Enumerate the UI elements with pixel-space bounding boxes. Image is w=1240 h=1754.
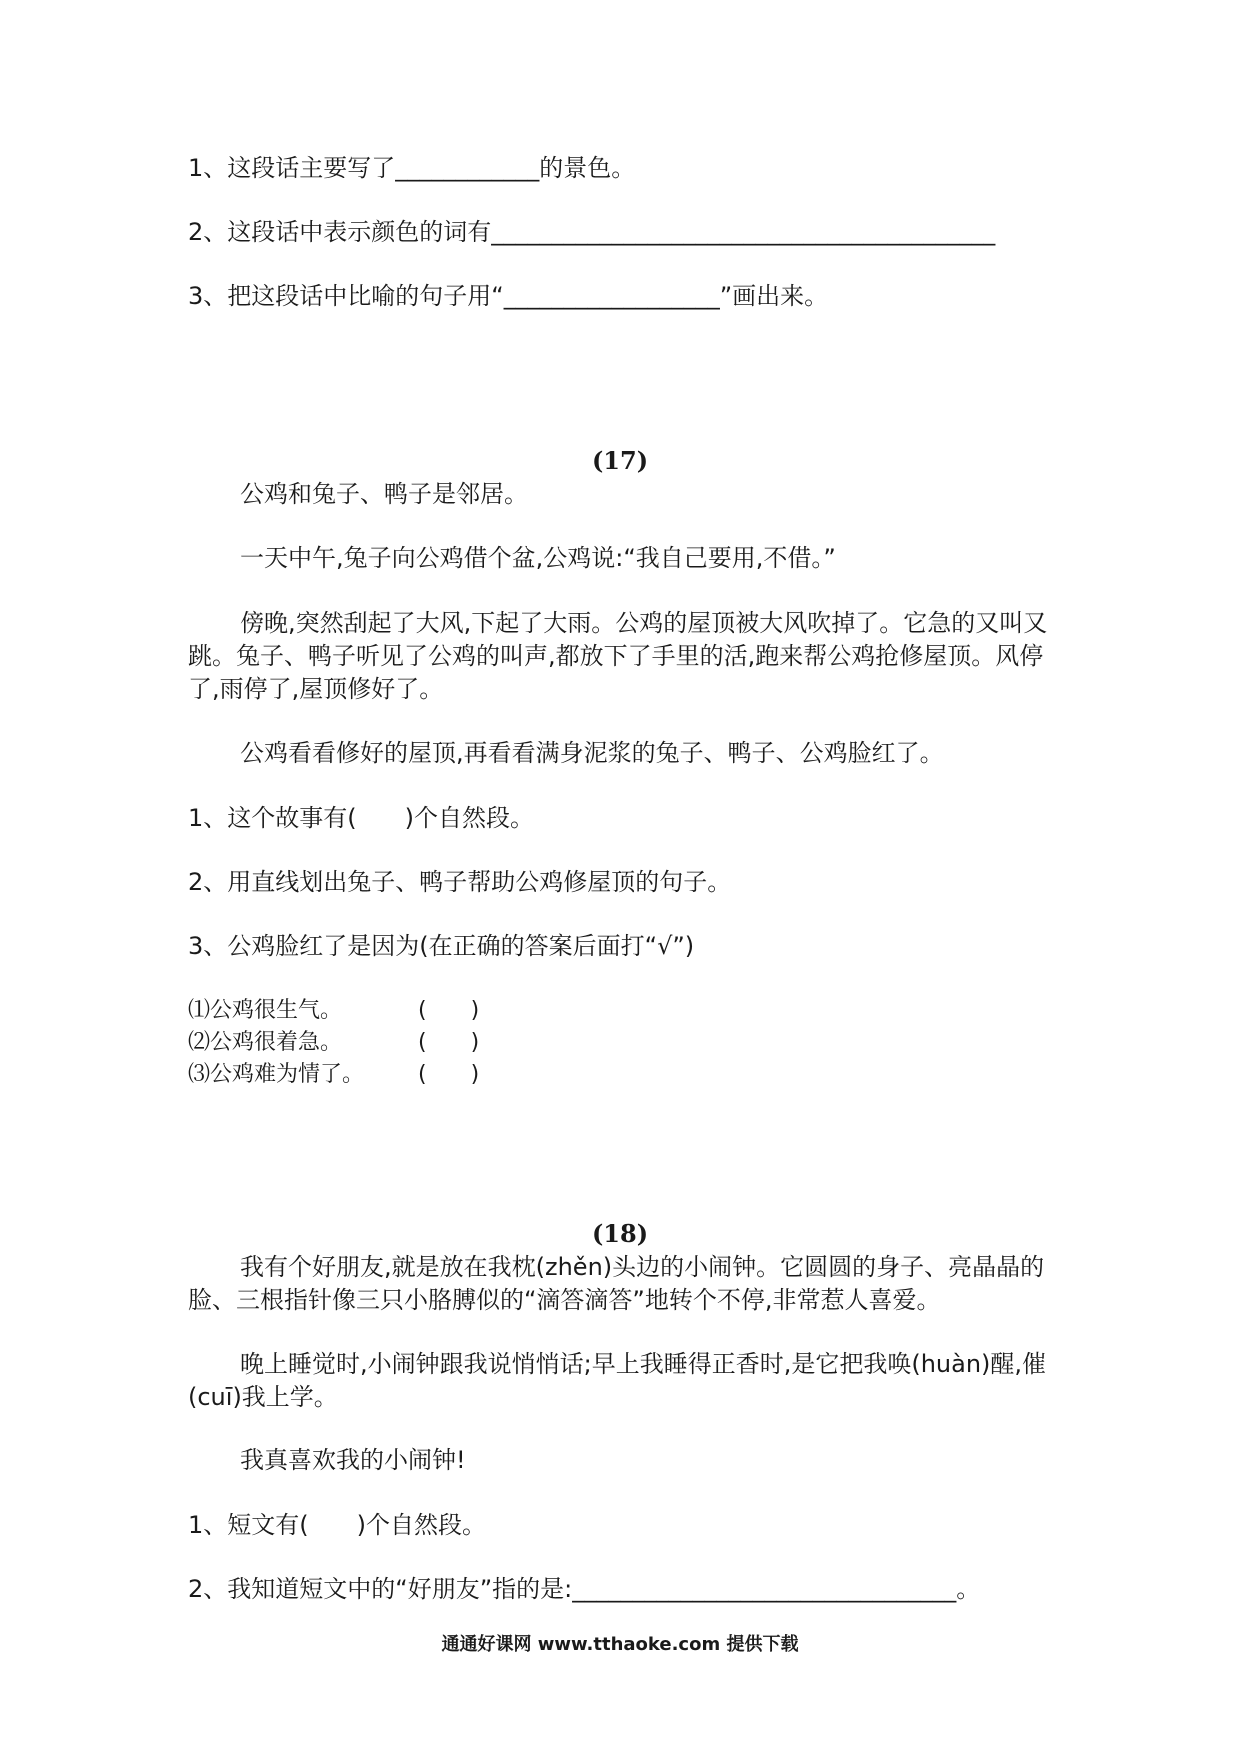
s17-option-2-text: ⑵公鸡很着急。	[188, 1030, 343, 1055]
s17-option-1	[188, 995, 479, 1027]
s17-paragraph-1: 公鸡和兔子、鸭子是邻居。	[240, 480, 528, 508]
s17-question-3: 3、公鸡脸红了是因为(在正确的答案后面打“√”)	[188, 932, 695, 960]
s17-option-1-text: ⑴公鸡很生气。	[188, 998, 343, 1023]
s17-question-1: 1、这个故事有( )个自然段。	[188, 804, 534, 832]
s16-question-2: 2、这段话中表示颜色的词有__________________________________________	[188, 218, 996, 246]
s17-paragraph-2: 一天中午,兔子向公鸡借个盆,公鸡说:“我自己要用,不借。”	[240, 544, 836, 572]
s17-option-3	[188, 1059, 479, 1091]
s17-option-1-paren: ( )	[418, 998, 480, 1023]
s18-paragraph-1: 我有个好朋友,就是放在我枕(zhěn)头边的小闹钟。它圆圆的身子、亮晶晶的脸、三根指针像三只小胳膊似的“滴答滴答”地转个不停,非常惹人喜爱。	[188, 1253, 1045, 1314]
s17-option-2	[188, 1027, 479, 1059]
s17-option-2-paren: ( )	[418, 1030, 480, 1055]
s17-option-3-paren: ( )	[418, 1062, 480, 1087]
s18-heading: (18)	[591, 1219, 649, 1248]
s16-question-1: 1、这段话主要写了____________的景色。	[188, 154, 636, 182]
s16-question-3: 3、把这段话中比喻的句子用“__________________”画出来。	[188, 282, 829, 310]
s17-paragraph-4: 公鸡看看修好的屋顶,再看看满身泥浆的兔子、鸭子、公鸡脸红了。	[240, 739, 944, 767]
s17-paragraph-3: 傍晚,突然刮起了大风,下起了大雨。公鸡的屋顶被大风吹掉了。它急的又叫又跳。兔子、鸭子听见了公鸡的叫声,都放下了手里的活,跑来帮公鸡抢修屋顶。风停了,雨停了,屋顶修好了。	[188, 609, 1048, 703]
s17-heading: (17)	[591, 446, 649, 475]
s18-paragraph-3: 我真喜欢我的小闹钟!	[240, 1446, 466, 1474]
s18-question-1: 1、短文有( )个自然段。	[188, 1511, 486, 1539]
s17-option-3-text: ⑶公鸡难为情了。	[188, 1062, 365, 1087]
footer-download-note: 通通好课网 www.tthaoke.com 提供下载	[441, 1634, 799, 1655]
s18-paragraph-2: 晚上睡觉时,小闹钟跟我说悄悄话;早上我睡得正香时,是它把我唤(huàn)醒,催(cuī)我上学。	[188, 1350, 1047, 1411]
s17-question-2: 2、用直线划出兔子、鸭子帮助公鸡修屋顶的句子。	[188, 868, 732, 896]
s18-question-2: 2、我知道短文中的“好朋友”指的是:________________________________。	[188, 1575, 981, 1603]
